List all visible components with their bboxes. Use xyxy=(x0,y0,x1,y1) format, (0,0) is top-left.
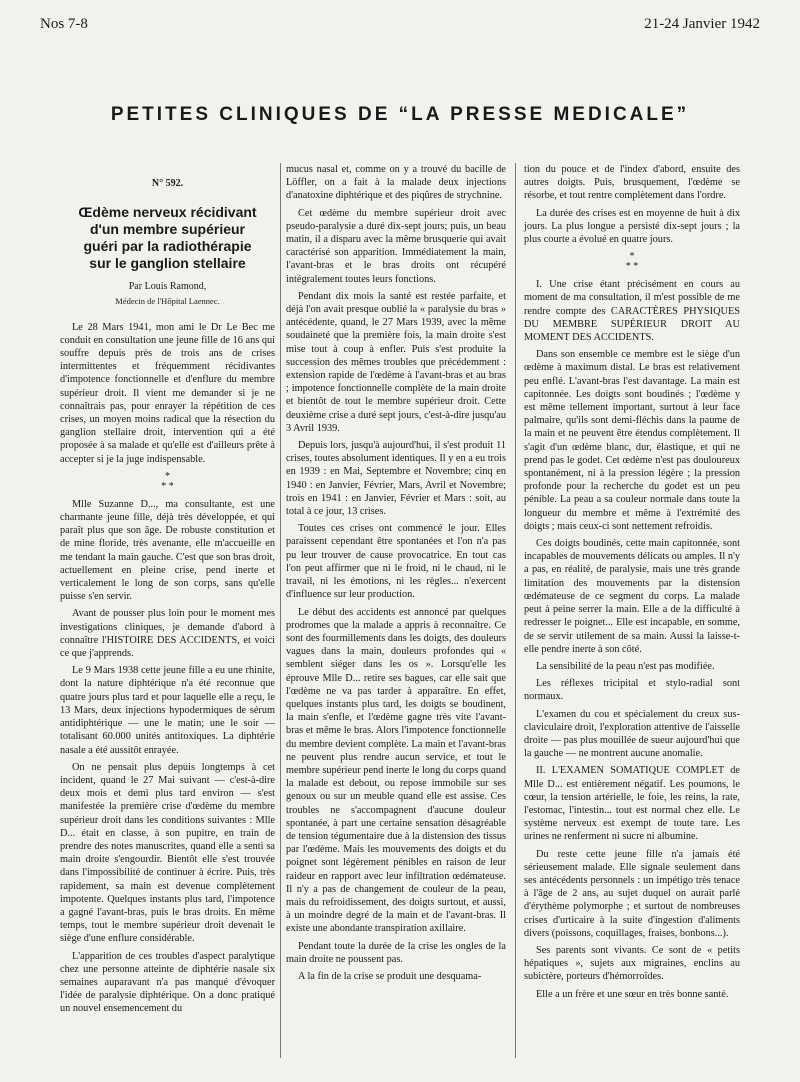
issue-number: Nos 7-8 xyxy=(40,16,88,32)
title-line: Œdème nerveux récidivant xyxy=(78,204,257,221)
paragraph: Ses parents sont vivants. Ce sont de « petits hépatiques », sujets aux migraines, enclins au subictère, porteurs d'hémorroïdes. xyxy=(524,944,740,983)
paragraph: Pendant dix mois la santé est restée parfaite, et déjà l'on avait presque oublié la « paralysie du bras » antécédente, quand, le 27 Mars 1939, avec la même soudaineté que la première fois, la main droite s'est mise tout à coup à enfler. Puis s'est produite la succession des mêmes troubles que précédemment : extension rapide de l'œdème à l'avant-bras et au bras ; impotence fonctionnelle complète de la main droite et bientôt de tout le membre supérieur droit. Cette deuxième crise a duré sept jours, c'est-à-dire jusqu'au 3 Avril 1939. xyxy=(286,290,506,434)
paragraph: Du reste cette jeune fille n'a jamais été sérieusement malade. Elle signale seulement dans ses antécédents personnels : un impétigo très tenace à l'âge de 2 ans, au sujet duquel on aurait parlé d'érythème polymorphe ; et surtout de nombreuses crises d'urticaire à la suite d'ingestion d'aliments divers (poissons, coquillages, fraises, bonbons...). xyxy=(524,848,740,939)
paragraph: Le début des accidents est annoncé par quelques prodromes que la malade a appris à reconnaître. Ce sont des fourmillements dans les doigts, des douleurs vagues dans la main, douleurs profondes qui « semblent siéger dans les os ». Lorsqu'elle les éprouve Mlle D... retire ses bagues, car elle sait que l'œdème ne va pas tarder à apparaître. En effet, quelques instants plus tard, les doigts se boudinent, la main s'enfle, et l'œdème gagne très vite l'avant-bras et même le bras. Alors l'impotence fonctionnelle du membre devient complète. La main et l'avant-bras ne peuvent plus rendre aucun service, et tout le membre supérieur pend inerte le long du corps quand la malade est debout, ou repose immobile sur ses genoux ou sur un meuble quand elle est assise. Ces troubles ne s'accompagnent d'aucune douleur spontanée, à part une certaine sensation désagréable de tension tégumentaire due à la distension des tissus par l'œdème. Mais les mouvements des doigts et du poignet sont légèrement pénibles en raison de leur raideur en rapport avec leur infiltration œdémateuse. Il n'y a pas de changement de couleur de la peau, mais du refroidissement, des doigts surtout, et aussi, à un moindre degré de la main et de l'avant-bras. Il existe une abondante transpiration axillaire. xyxy=(286,606,506,935)
running-header xyxy=(40,16,760,36)
title-line: d'un membre supérieur xyxy=(89,221,246,238)
paragraph: Mlle Suzanne D..., ma consultante, est une charmante jeune fille, déjà très développée, et qui paraît plus que son âge. De robuste constitution et de mine floride, très avenante, elle m'accueille en me tendant la main gauche. C'est que son bras droit, actuellement en pleine crise, pend inerte et verticalement le long de son corps, sans qu'elle puisse s'en servir. xyxy=(60,498,275,603)
paragraph: tion du pouce et de l'index d'abord, ensuite des autres doigts. Puis, brusquement, l'œdème se résorbe, et tout rentre complètement dans l'ordre. xyxy=(524,164,740,202)
paragraph: Ces doigts boudinés, cette main capitonnée, sont incapables de mouvements délicats ou amples. Il n'y a pas, en réalité, de paralysie, mais une très grande limitation des mouvements par la distension œdémateuse de ce segment du corps. La malade peut à peine serrer la main. Elle a de la difficulté à redresser le poignet... Elle est incapable, en somme, de se servir utilement de sa main. Aussi la laisse-t-elle pendre inerte à son côté. xyxy=(524,538,740,655)
column-2 xyxy=(286,163,506,987)
paragraph: mucus nasal et, comme on y a trouvé du bacille de Löffler, on a fait à la malade deux injections d'anatoxine diphtérique et des piqûres de strychnine. xyxy=(286,164,506,202)
paragraph: Le 9 Mars 1938 cette jeune fille a eu une rhinite, dont la nature diphtérique n'a été reconnue que quatre jours plus tard et pour laquelle elle a reçu, le 13 Mars, deux injections hypodermiques de sérum antidiphtérique — une le matin; une le soir — totalisant 60.000 unités antitoxiques. La diphtérie nasale a été aussitôt enrayée. xyxy=(60,665,275,756)
paragraph: La durée des crises est en moyenne de huit à dix jours. La plus longue a persisté dix-sept jours ; la plus courte a évolué en quatre jours. xyxy=(524,207,740,246)
paragraph: Les réflexes tricipital et stylo-radial sont normaux. xyxy=(524,678,740,703)
article-title xyxy=(60,204,275,272)
paragraph: Cet œdème du membre supérieur droit avec pseudo-paralysie a duré dix-sept jours; puis, un beau matin, il a disparu avec la même brusquerie qui avait caractérisé son apparition. Immédiatement la main, l'avant-bras et le bras droits ont récupéré intégralement toutes leurs fonctions. xyxy=(286,207,506,285)
paragraph: Depuis lors, jusqu'à aujourd'hui, il s'est produit 11 crises, toutes absolument identiques. Il y en a eu trois en 1939 : en Mai, Septembre et Novembre; cinq en 1940 : en Janvier, Février, Mars, Avril et Novembre; trois en 1941 : en Janvier, Février et Mars : soit, au total à ce jour, 13 crises. xyxy=(286,440,506,518)
paragraph: Elle a un frère et une sœur en très bonne santé. xyxy=(536,988,729,1000)
paragraph: L'apparition de ces troubles d'aspect paralytique chez une personne atteinte de diphtérie nasale six semaines auparavant n'a pas manqué d'évoquer l'idée de paralysie diphtérique. On a donc pratiqué un nouvel ensemencement du xyxy=(60,950,275,1015)
issue-date: 21-24 Janvier 1942 xyxy=(644,16,760,32)
paragraph: Dans son ensemble ce membre est le siège d'un œdème à maximum distal. Le bras est relativement peu enflé. L'avant-bras l'est davantage. La main est capitonnée. Les doigts sont boudinés ; l'œdème y est même tellement important, surtout à leur face palmaire, qu'ils sont demi-fléchis dans la paume de la main et ne peuvent être étendus complètement. Il s'agit d'un œdème blanc, dur, élastique, et qui ne prend pas le godet. Cet œdème n'est pas douloureux spontanément, ni à la pression légère ; la pression profonde pour la recherche du godet est un peu pénible. La peau a sa couleur normale dans toute la longueur du membre et même à l'extrémité des doigts ; mais ceux-ci sont nettement refroidis. xyxy=(524,349,740,532)
title-line: sur le ganglion stellaire xyxy=(89,255,246,272)
column-1 xyxy=(60,163,275,1020)
paragraph: On ne pensait plus depuis longtemps à cet incident, quand le 27 Mai suivant — c'est-à-dire deux mois et demi plus tard environ — s'est manifestée la première crise d'œdème du membre supérieur droit dans les conditions suivantes : Mlle D... était en classe, à son pupitre, en train de prendre des notes manuscrites, quand elle a senti sa main droite s'engourdir. Bientôt elle s'est trouvée dans l'impossibilité de continuer à écrire. Puis, très rapidement, sa main est devenue complètement impotente. Quelques instants plus tard, l'impotence a gagné l'avant-bras, puis le bras droits. En même temps, tout le membre supérieur droit devenait le siège d'une enflure considérable. xyxy=(60,761,275,945)
article-number: N° 592. xyxy=(151,178,184,189)
affiliation: Médecin de l'Hôpital Laennec. xyxy=(115,296,220,307)
section-separator: * * * xyxy=(625,251,639,273)
column-rule-2 xyxy=(515,163,516,1058)
column-rule-1 xyxy=(280,163,281,1058)
paragraph: L'examen du cou et spécialement du creux sus-claviculaire droit, l'exploration attentive de l'aisselle droite — pas plus mouillée de sueur aujourd'hui que la gauche — ne montrent aucune anomalie. xyxy=(524,708,740,760)
author: Par Louis Ramond, xyxy=(128,281,207,293)
column-3 xyxy=(524,163,740,1005)
paragraph: La sensibilité de la peau n'est pas modifiée. xyxy=(536,660,715,672)
paragraph: A la fin de la crise se produit une desquama- xyxy=(298,970,482,982)
section-separator: * * * xyxy=(161,470,174,492)
paragraph: Avant de pousser plus loin pour le moment mes investigations cliniques, je demande d'abord à connaître l'HISTOIRE DES ACCIDENTS, et voici ce que j'apprends. xyxy=(60,608,275,660)
title-line: guéri par la radiothérapie xyxy=(83,238,252,255)
paragraph: Pendant toute la durée de la crise les ongles de la main droite ne poussent pas. xyxy=(286,940,506,965)
paragraph: I. Une crise étant précisément en cours au moment de ma consultation, il m'est possible de me rendre compte des CARACTÈRES PHYSIQUES DU MEMBRE SUPÉRIEUR DROIT AU MOMENT DES ACCIDENTS. xyxy=(524,279,740,344)
paragraph: II. L'EXAMEN SOMATIQUE COMPLET de Mlle D... est entièrement négatif. Les poumons, le cœur, la tension artérielle, le foie, les reins, la rate, l'estomac, l'intestin... tout est normal chez elle. Le système nerveux est exempt de toute tare. Les urines ne renferment ni sucre ni albumine. xyxy=(524,765,740,843)
paragraph: Toutes ces crises ont commencé le jour. Elles paraissent cependant être spontanées et l'on n'a pas pu leur trouver de cause provocatrice. En tout cas l'on peut affirmer que ni le froid, ni le chaud, ni le travail, ni les émotions, ni les règles... n'exercent d'influence sur leur production. xyxy=(286,523,506,601)
paragraph: Le 28 Mars 1941, mon ami le Dr Le Bec me conduit en consultation une jeune fille de 16 ans qui souffre depuis près de trois ans de crises intermittentes et fréquemment récidivantes d'impotence fonctionnelle et d'enflure du membre supérieur droit. Il vient me demander si je ne connaîtrais pas, pour enrayer la répétition de ces crises, un moyen moins radical que la résection du ganglion stellaire droit, intervention qui a été proposée à sa malade et qu'elle est d'ailleurs prête à accepter si je la juge indispensable. xyxy=(60,321,275,465)
section-banner: PETITES CLINIQUES DE “LA PRESSE MEDICALE” xyxy=(110,104,690,125)
